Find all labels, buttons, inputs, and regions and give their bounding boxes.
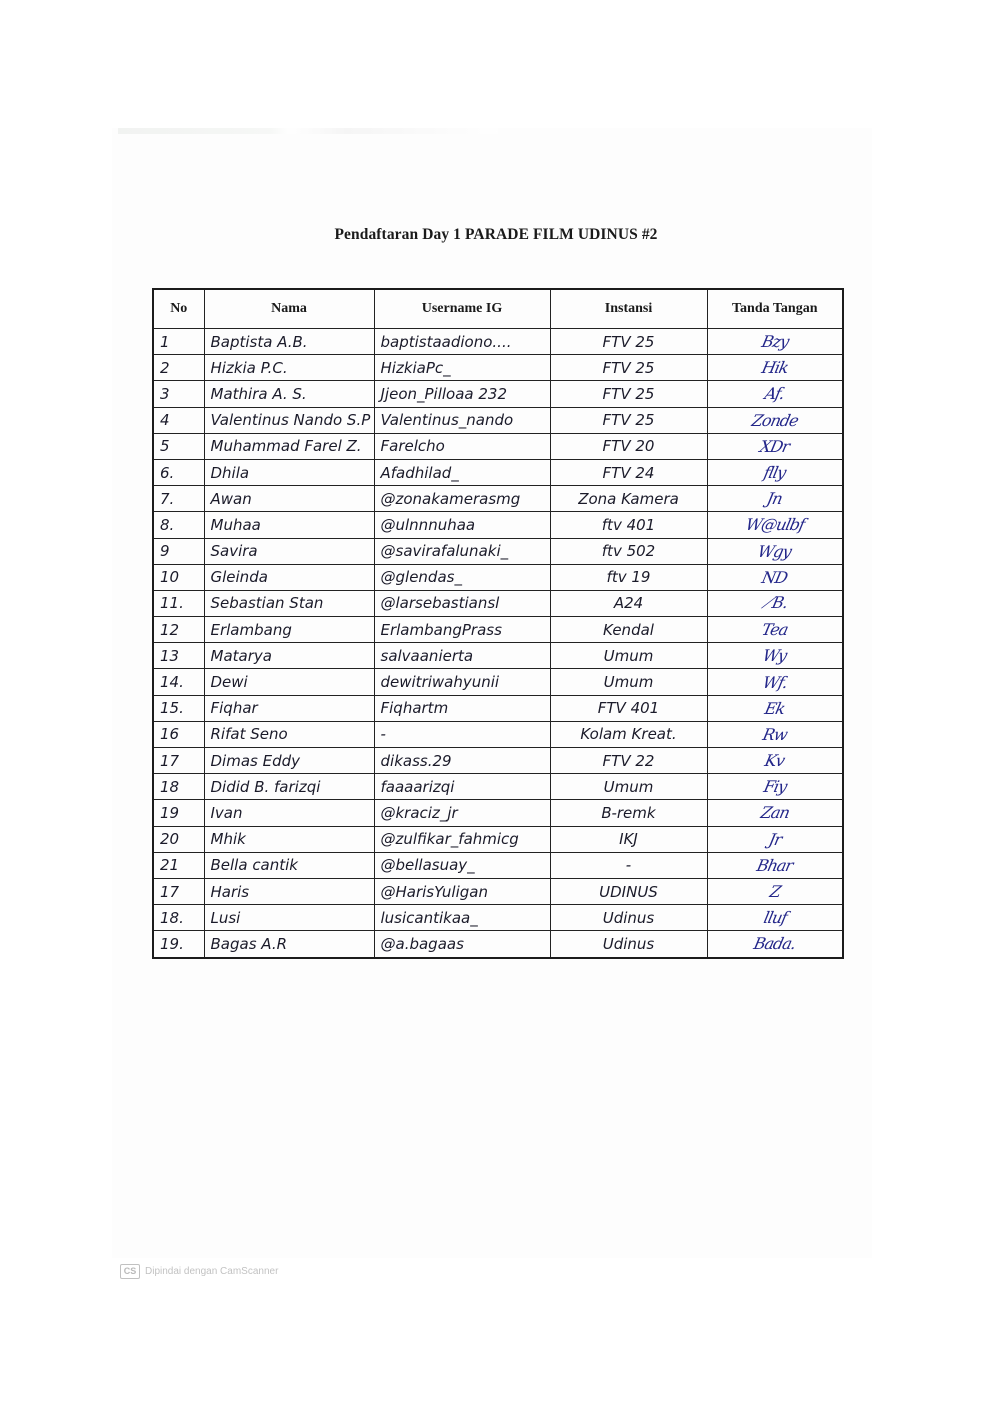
row-nama: Ivan bbox=[204, 800, 374, 826]
header-no: No bbox=[153, 289, 204, 329]
signature-mark: ND bbox=[760, 567, 790, 587]
header-nama: Nama bbox=[204, 289, 374, 329]
scanner-text: Dipindai dengan CamScanner bbox=[145, 1266, 279, 1277]
row-number: 19. bbox=[153, 931, 204, 958]
row-signature bbox=[707, 590, 843, 616]
table-body bbox=[153, 329, 843, 958]
row-signature bbox=[707, 381, 843, 407]
row-username: dewitriwahyunii bbox=[374, 669, 550, 695]
table-row bbox=[153, 381, 843, 407]
row-number: 17 bbox=[153, 878, 204, 904]
signature-mark: ⟋B. bbox=[760, 593, 790, 613]
table-row bbox=[153, 669, 843, 695]
row-instansi: FTV 401 bbox=[550, 695, 707, 721]
row-nama: Fiqhar bbox=[204, 695, 374, 721]
row-nama: Mathira A. S. bbox=[204, 381, 374, 407]
signature-mark: Wf. bbox=[760, 672, 789, 692]
row-number: 19 bbox=[153, 800, 204, 826]
row-instansi: FTV 24 bbox=[550, 459, 707, 485]
row-username: - bbox=[374, 721, 550, 747]
row-signature bbox=[707, 931, 843, 958]
row-instansi: B-remk bbox=[550, 800, 707, 826]
row-instansi: UDINUS bbox=[550, 878, 707, 904]
signature-mark: Bhar bbox=[755, 855, 795, 875]
signature-mark: Fiy bbox=[761, 777, 788, 797]
row-nama: Rifat Seno bbox=[204, 721, 374, 747]
row-username: lusicantikaa_ bbox=[374, 905, 550, 931]
row-instansi: FTV 25 bbox=[550, 329, 707, 355]
signature-mark: Wgy bbox=[756, 541, 794, 561]
table-row bbox=[153, 748, 843, 774]
row-number: 12 bbox=[153, 617, 204, 643]
row-number: 3 bbox=[153, 381, 204, 407]
table-header-row bbox=[153, 289, 843, 329]
row-nama: Sebastian Stan bbox=[204, 590, 374, 616]
row-username: faaaarizqi bbox=[374, 774, 550, 800]
row-nama: Dimas Eddy bbox=[204, 748, 374, 774]
registration-table bbox=[152, 288, 844, 959]
camscanner-logo-icon: CS bbox=[120, 1264, 140, 1279]
row-signature bbox=[707, 486, 843, 512]
row-number: 17 bbox=[153, 748, 204, 774]
row-username: @savirafalunaki_ bbox=[374, 538, 550, 564]
row-number: 8. bbox=[153, 512, 204, 538]
row-number: 1 bbox=[153, 329, 204, 355]
signature-mark: Jr bbox=[766, 829, 783, 849]
table-row bbox=[153, 721, 843, 747]
row-signature bbox=[707, 774, 843, 800]
table-row bbox=[153, 486, 843, 512]
row-username: Fiqhartm bbox=[374, 695, 550, 721]
table-row bbox=[153, 564, 843, 590]
table-row bbox=[153, 329, 843, 355]
row-instansi: Udinus bbox=[550, 931, 707, 958]
row-signature bbox=[707, 800, 843, 826]
row-username: salvaanierta bbox=[374, 643, 550, 669]
signature-mark: Wy bbox=[761, 646, 789, 666]
row-instansi: Umum bbox=[550, 774, 707, 800]
table-row bbox=[153, 538, 843, 564]
table-row bbox=[153, 878, 843, 904]
row-number: 2 bbox=[153, 355, 204, 381]
signature-mark: Bzy bbox=[759, 332, 790, 352]
row-nama: Awan bbox=[204, 486, 374, 512]
table-row bbox=[153, 905, 843, 931]
row-instansi: ftv 502 bbox=[550, 538, 707, 564]
row-number: 16 bbox=[153, 721, 204, 747]
row-number: 15. bbox=[153, 695, 204, 721]
row-instansi: FTV 25 bbox=[550, 407, 707, 433]
table-row bbox=[153, 774, 843, 800]
row-nama: Savira bbox=[204, 538, 374, 564]
table-row bbox=[153, 355, 843, 381]
row-number: 9 bbox=[153, 538, 204, 564]
row-number: 14. bbox=[153, 669, 204, 695]
signature-mark: Hik bbox=[759, 358, 790, 378]
row-number: 6. bbox=[153, 459, 204, 485]
row-username: @glendas_ bbox=[374, 564, 550, 590]
signature-mark: flly bbox=[762, 463, 788, 483]
row-nama: Muhaa bbox=[204, 512, 374, 538]
signature-mark: Zonde bbox=[749, 410, 800, 430]
row-signature bbox=[707, 721, 843, 747]
row-instansi: Umum bbox=[550, 669, 707, 695]
row-signature bbox=[707, 748, 843, 774]
row-instansi: Zona Kamera bbox=[550, 486, 707, 512]
table-row bbox=[153, 433, 843, 459]
row-signature bbox=[707, 878, 843, 904]
signature-mark: lluf bbox=[761, 908, 789, 928]
signature-mark: Ek bbox=[763, 698, 787, 718]
row-number: 5 bbox=[153, 433, 204, 459]
row-username: Farelcho bbox=[374, 433, 550, 459]
signature-mark: Z bbox=[767, 882, 782, 902]
row-signature bbox=[707, 826, 843, 852]
row-number: 20 bbox=[153, 826, 204, 852]
header-username: Username IG bbox=[374, 289, 550, 329]
row-number: 7. bbox=[153, 486, 204, 512]
row-nama: Valentinus Nando S.P bbox=[204, 407, 374, 433]
row-signature bbox=[707, 617, 843, 643]
row-signature bbox=[707, 695, 843, 721]
row-nama: Dewi bbox=[204, 669, 374, 695]
signature-mark: Jn bbox=[765, 489, 785, 509]
row-instansi: FTV 25 bbox=[550, 381, 707, 407]
row-number: 21 bbox=[153, 852, 204, 878]
header-tanda-tangan: Tanda Tangan bbox=[707, 289, 843, 329]
table-row bbox=[153, 695, 843, 721]
row-instansi: FTV 20 bbox=[550, 433, 707, 459]
table-row bbox=[153, 800, 843, 826]
signature-mark: Rw bbox=[760, 724, 789, 744]
row-number: 11. bbox=[153, 590, 204, 616]
table-row bbox=[153, 407, 843, 433]
row-username: Jjeon_Pilloaa 232 bbox=[374, 381, 550, 407]
row-signature bbox=[707, 459, 843, 485]
table-row bbox=[153, 643, 843, 669]
row-nama: Mhik bbox=[204, 826, 374, 852]
row-instansi: Umum bbox=[550, 643, 707, 669]
row-nama: Muhammad Farel Z. bbox=[204, 433, 374, 459]
row-instansi: A24 bbox=[550, 590, 707, 616]
row-signature bbox=[707, 512, 843, 538]
row-username: @zonakamerasmg bbox=[374, 486, 550, 512]
signature-mark: W@ulbf bbox=[743, 515, 806, 535]
row-username: @larsebastiansl bbox=[374, 590, 550, 616]
header-instansi: Instansi bbox=[550, 289, 707, 329]
row-username: @ulnnnuhaa bbox=[374, 512, 550, 538]
row-username: @a.bagaas bbox=[374, 931, 550, 958]
row-signature bbox=[707, 852, 843, 878]
row-username: @zulfikar_fahmicg bbox=[374, 826, 550, 852]
row-username: baptistaadiono.... bbox=[374, 329, 550, 355]
row-instansi: FTV 22 bbox=[550, 748, 707, 774]
row-username: Afadhilad_ bbox=[374, 459, 550, 485]
row-nama: Dhila bbox=[204, 459, 374, 485]
row-number: 4 bbox=[153, 407, 204, 433]
signature-mark: XDr bbox=[758, 436, 792, 456]
row-username: HizkiaPc_ bbox=[374, 355, 550, 381]
row-nama: Bella cantik bbox=[204, 852, 374, 878]
document-title: Pendaftaran Day 1 PARADE FILM UDINUS #2 bbox=[334, 226, 658, 243]
row-instansi: Kolam Kreat. bbox=[550, 721, 707, 747]
row-instansi: FTV 25 bbox=[550, 355, 707, 381]
row-signature bbox=[707, 669, 843, 695]
table-row bbox=[153, 590, 843, 616]
table-row bbox=[153, 617, 843, 643]
row-username: ErlambangPrass bbox=[374, 617, 550, 643]
row-nama: Matarya bbox=[204, 643, 374, 669]
row-instansi: - bbox=[550, 852, 707, 878]
signature-mark: Bada. bbox=[752, 934, 798, 954]
row-number: 13 bbox=[153, 643, 204, 669]
row-username: @kraciz_jr bbox=[374, 800, 550, 826]
row-instansi: Kendal bbox=[550, 617, 707, 643]
row-signature bbox=[707, 329, 843, 355]
signature-mark: Zan bbox=[758, 803, 791, 823]
row-number: 18. bbox=[153, 905, 204, 931]
table-row bbox=[153, 826, 843, 852]
row-number: 18 bbox=[153, 774, 204, 800]
row-signature bbox=[707, 643, 843, 669]
row-signature bbox=[707, 355, 843, 381]
row-signature bbox=[707, 433, 843, 459]
row-instansi: ftv 401 bbox=[550, 512, 707, 538]
signature-mark: Tea bbox=[760, 620, 790, 640]
row-nama: Erlambang bbox=[204, 617, 374, 643]
row-nama: Baptista A.B. bbox=[204, 329, 374, 355]
row-instansi: ftv 19 bbox=[550, 564, 707, 590]
row-instansi: IKJ bbox=[550, 826, 707, 852]
faint-bleed-text bbox=[118, 128, 498, 134]
row-nama: Lusi bbox=[204, 905, 374, 931]
signature-mark: Af. bbox=[763, 384, 787, 404]
row-nama: Hizkia P.C. bbox=[204, 355, 374, 381]
row-signature bbox=[707, 905, 843, 931]
row-signature bbox=[707, 407, 843, 433]
table-row bbox=[153, 512, 843, 538]
row-nama: Didid B. farizqi bbox=[204, 774, 374, 800]
row-signature bbox=[707, 564, 843, 590]
row-number: 10 bbox=[153, 564, 204, 590]
row-signature bbox=[707, 538, 843, 564]
row-username: dikass.29 bbox=[374, 748, 550, 774]
table-row bbox=[153, 852, 843, 878]
row-instansi: Udinus bbox=[550, 905, 707, 931]
row-username: @HarisYuligan bbox=[374, 878, 550, 904]
table-row bbox=[153, 931, 843, 958]
scanner-watermark bbox=[120, 1264, 278, 1279]
signature-mark: Kv bbox=[763, 751, 787, 771]
table-row bbox=[153, 459, 843, 485]
row-nama: Haris bbox=[204, 878, 374, 904]
row-username: Valentinus_nando bbox=[374, 407, 550, 433]
row-nama: Bagas A.R bbox=[204, 931, 374, 958]
row-nama: Gleinda bbox=[204, 564, 374, 590]
row-username: @bellasuay_ bbox=[374, 852, 550, 878]
